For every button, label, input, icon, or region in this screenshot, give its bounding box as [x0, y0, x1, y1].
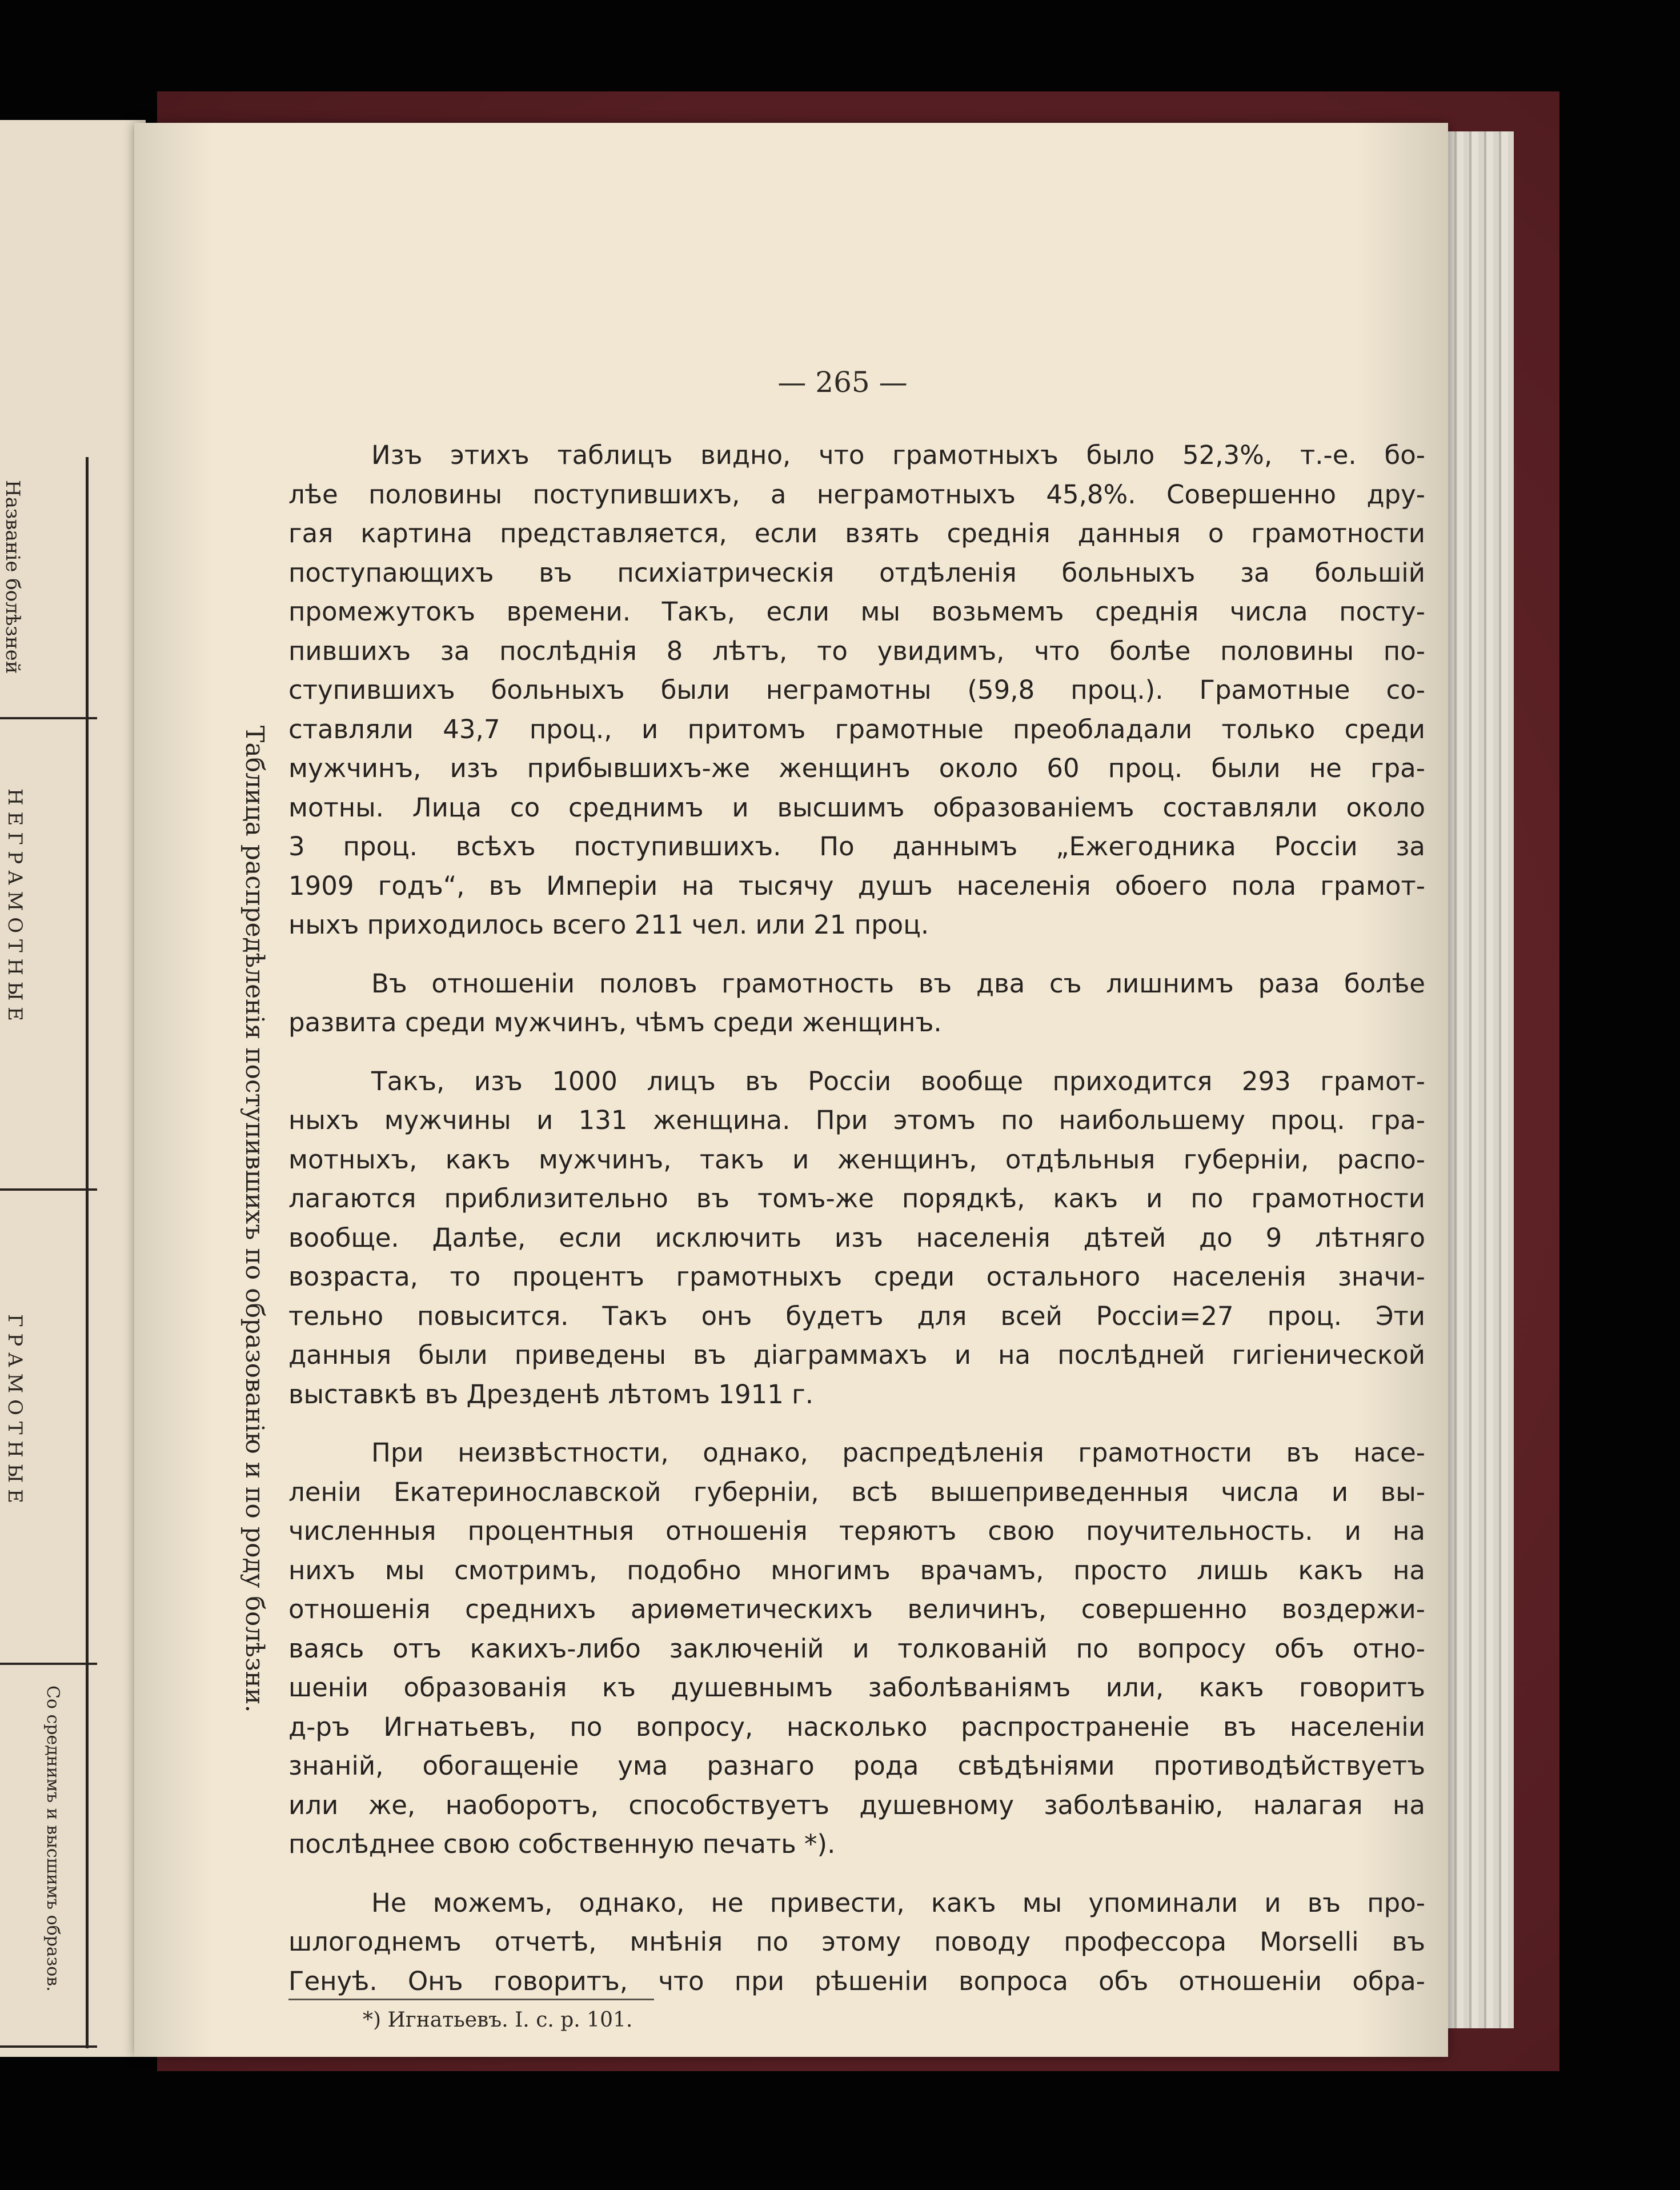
text-line: численныя процентныя отношенія теряютъ свою поучительность. и на	[288, 1516, 1425, 1546]
table-divider	[0, 1663, 97, 1665]
text-line: нихъ мы смотримъ, подобно многимъ врачамъ, просто лишь какъ на	[288, 1555, 1425, 1586]
text-line: шлогоднемъ отчетѣ, мнѣнія по этому поводу профессора Morselli въ	[288, 1927, 1425, 1957]
text-line: Такъ, изъ 1000 лицъ въ Россіи вообще приходится 293 грамот-	[371, 1066, 1425, 1096]
text-line: леніи Екатеринославской губерніи, всѣ вышеприведенныя числа и вы-	[288, 1476, 1425, 1507]
paragraph-gap	[288, 945, 1425, 964]
table-divider	[0, 1188, 97, 1191]
text-line: 3 проц. всѣхъ поступившихъ. По даннымъ „Ежегодника Россіи за	[288, 831, 1425, 862]
right-page	[134, 123, 1448, 2057]
text-line: ставляли 43,7 проц., и притомъ грамотные преобладали только среди	[288, 714, 1425, 744]
header-illiterate: Н Е Г Р А М О Т Н Ы Е	[3, 788, 26, 1021]
text-line: отношенія среднихъ ариѳметическихъ величинъ, совершенно воздержи-	[288, 1594, 1425, 1624]
text-line: шеніи образованія къ душевнымъ заболѣваніямъ или, какъ говоритъ	[288, 1672, 1425, 1703]
text-line: выставкѣ въ Дрезденѣ лѣтомъ 1911 г.	[288, 1379, 814, 1410]
text-line: ступившихъ больныхъ были неграмотны (59,8 проц.). Грамотные со-	[288, 675, 1425, 705]
text-line: возраста, то процентъ грамотныхъ среди остального населенія значи-	[288, 1262, 1425, 1292]
paragraph-gap	[288, 1414, 1425, 1434]
text-line: При неизвѣстности, однако, распредѣленія грамотности въ насе-	[371, 1438, 1425, 1468]
table-divider	[0, 2045, 97, 2048]
footnote: *) Игнатьевъ. I. c. p. 101.	[363, 2008, 633, 2032]
text-line: Въ отношеніи половъ грамотность въ два съ лишнимъ раза болѣе	[371, 968, 1425, 999]
text-line: мотныхъ, какъ мужчинъ, такъ и женщинъ, отдѣльныя губерніи, распо-	[288, 1144, 1425, 1175]
footnote-rule	[288, 1999, 654, 2000]
table-divider	[0, 717, 97, 719]
rotated-table	[0, 457, 97, 2048]
text-line: Не можемъ, однако, не привести, какъ мы упоминали и въ про-	[371, 1887, 1425, 1918]
text-line: ныхъ мужчины и 131 женщина. При этомъ по наибольшему проц. гра-	[288, 1105, 1425, 1135]
text-line: тельно повысится. Такъ онъ будетъ для всей Россіи=27 проц. Эти	[288, 1300, 1425, 1331]
text-line: ныхъ приходилось всего 211 чел. или 21 проц.	[288, 910, 929, 940]
body-text	[288, 436, 1425, 2001]
header-educated: Со среднимъ и высшимъ образов.	[43, 1685, 63, 1992]
text-line: пившихъ за послѣднія 8 лѣтъ, то увидимъ, что болѣе половины по-	[288, 635, 1425, 666]
text-line: гая картина представляется, если взять среднія данныя о грамотности	[288, 518, 1425, 548]
table-caption: Таблица распредѣленія поступившихъ по образованію и по роду болѣзни.	[240, 726, 269, 1713]
header-literate: Г Р А М О Т Н Ы Е	[3, 1314, 26, 1503]
header-disease-name: Названіе болѣзней	[1, 480, 24, 674]
text-line: или же, наоборотъ, способствуетъ душевному заболѣванію, налагая на	[288, 1789, 1425, 1820]
text-line: 1909 годъ“, въ Имперіи на тысячу душъ населенія обоего пола грамот-	[288, 870, 1425, 901]
table-border	[86, 457, 89, 2048]
text-line: мужчинъ, изъ прибывшихъ-же женщинъ около 60 проц. были не гра-	[288, 753, 1425, 783]
text-line: лѣе половины поступившихъ, а неграмотныхъ 45,8%. Совершенно дру-	[288, 479, 1425, 510]
paragraph-gap	[288, 1043, 1425, 1062]
text-line: развита среди мужчинъ, чѣмъ среди женщинъ.	[288, 1007, 942, 1038]
left-page	[0, 120, 146, 2057]
text-line: послѣднее свою собственную печать *).	[288, 1829, 836, 1859]
text-line: лагаются приблизительно въ томъ-же порядкѣ, какъ и по грамотности	[288, 1183, 1425, 1214]
text-line: поступающихъ въ психіатрическія отдѣленія больныхъ за большій	[288, 557, 1425, 588]
text-line: данныя были приведены въ діаграммахъ и на послѣдней гигіенической	[288, 1340, 1425, 1370]
text-line: мотны. Лица со среднимъ и высшимъ образованіемъ составляли около	[288, 792, 1425, 823]
text-line: Генуѣ. Онъ говоритъ, что при рѣшеніи вопроса объ отношеніи обра-	[288, 1965, 1425, 1996]
text-line: д-ръ Игнатьевъ, по вопросу, насколько распространеніе въ населеніи	[288, 1711, 1425, 1742]
text-line: Изъ этихъ таблицъ видно, что грамотныхъ было 52,3%, т.-е. бо-	[371, 440, 1425, 470]
page-number: — 265 —	[777, 366, 908, 399]
text-line: промежутокъ времени. Такъ, если мы возьмемъ среднія числа посту-	[288, 596, 1425, 627]
text-line: ваясь отъ какихъ-либо заключеній и толкованій по вопросу объ отно-	[288, 1633, 1425, 1664]
text-line: знаній, обогащеніе ума разнаго рода свѣдѣніями противодѣйствуетъ	[288, 1751, 1425, 1781]
paragraph-gap	[288, 1864, 1425, 1884]
text-line: вообще. Далѣе, если исключить изъ населенія дѣтей до 9 лѣтняго	[288, 1222, 1425, 1253]
